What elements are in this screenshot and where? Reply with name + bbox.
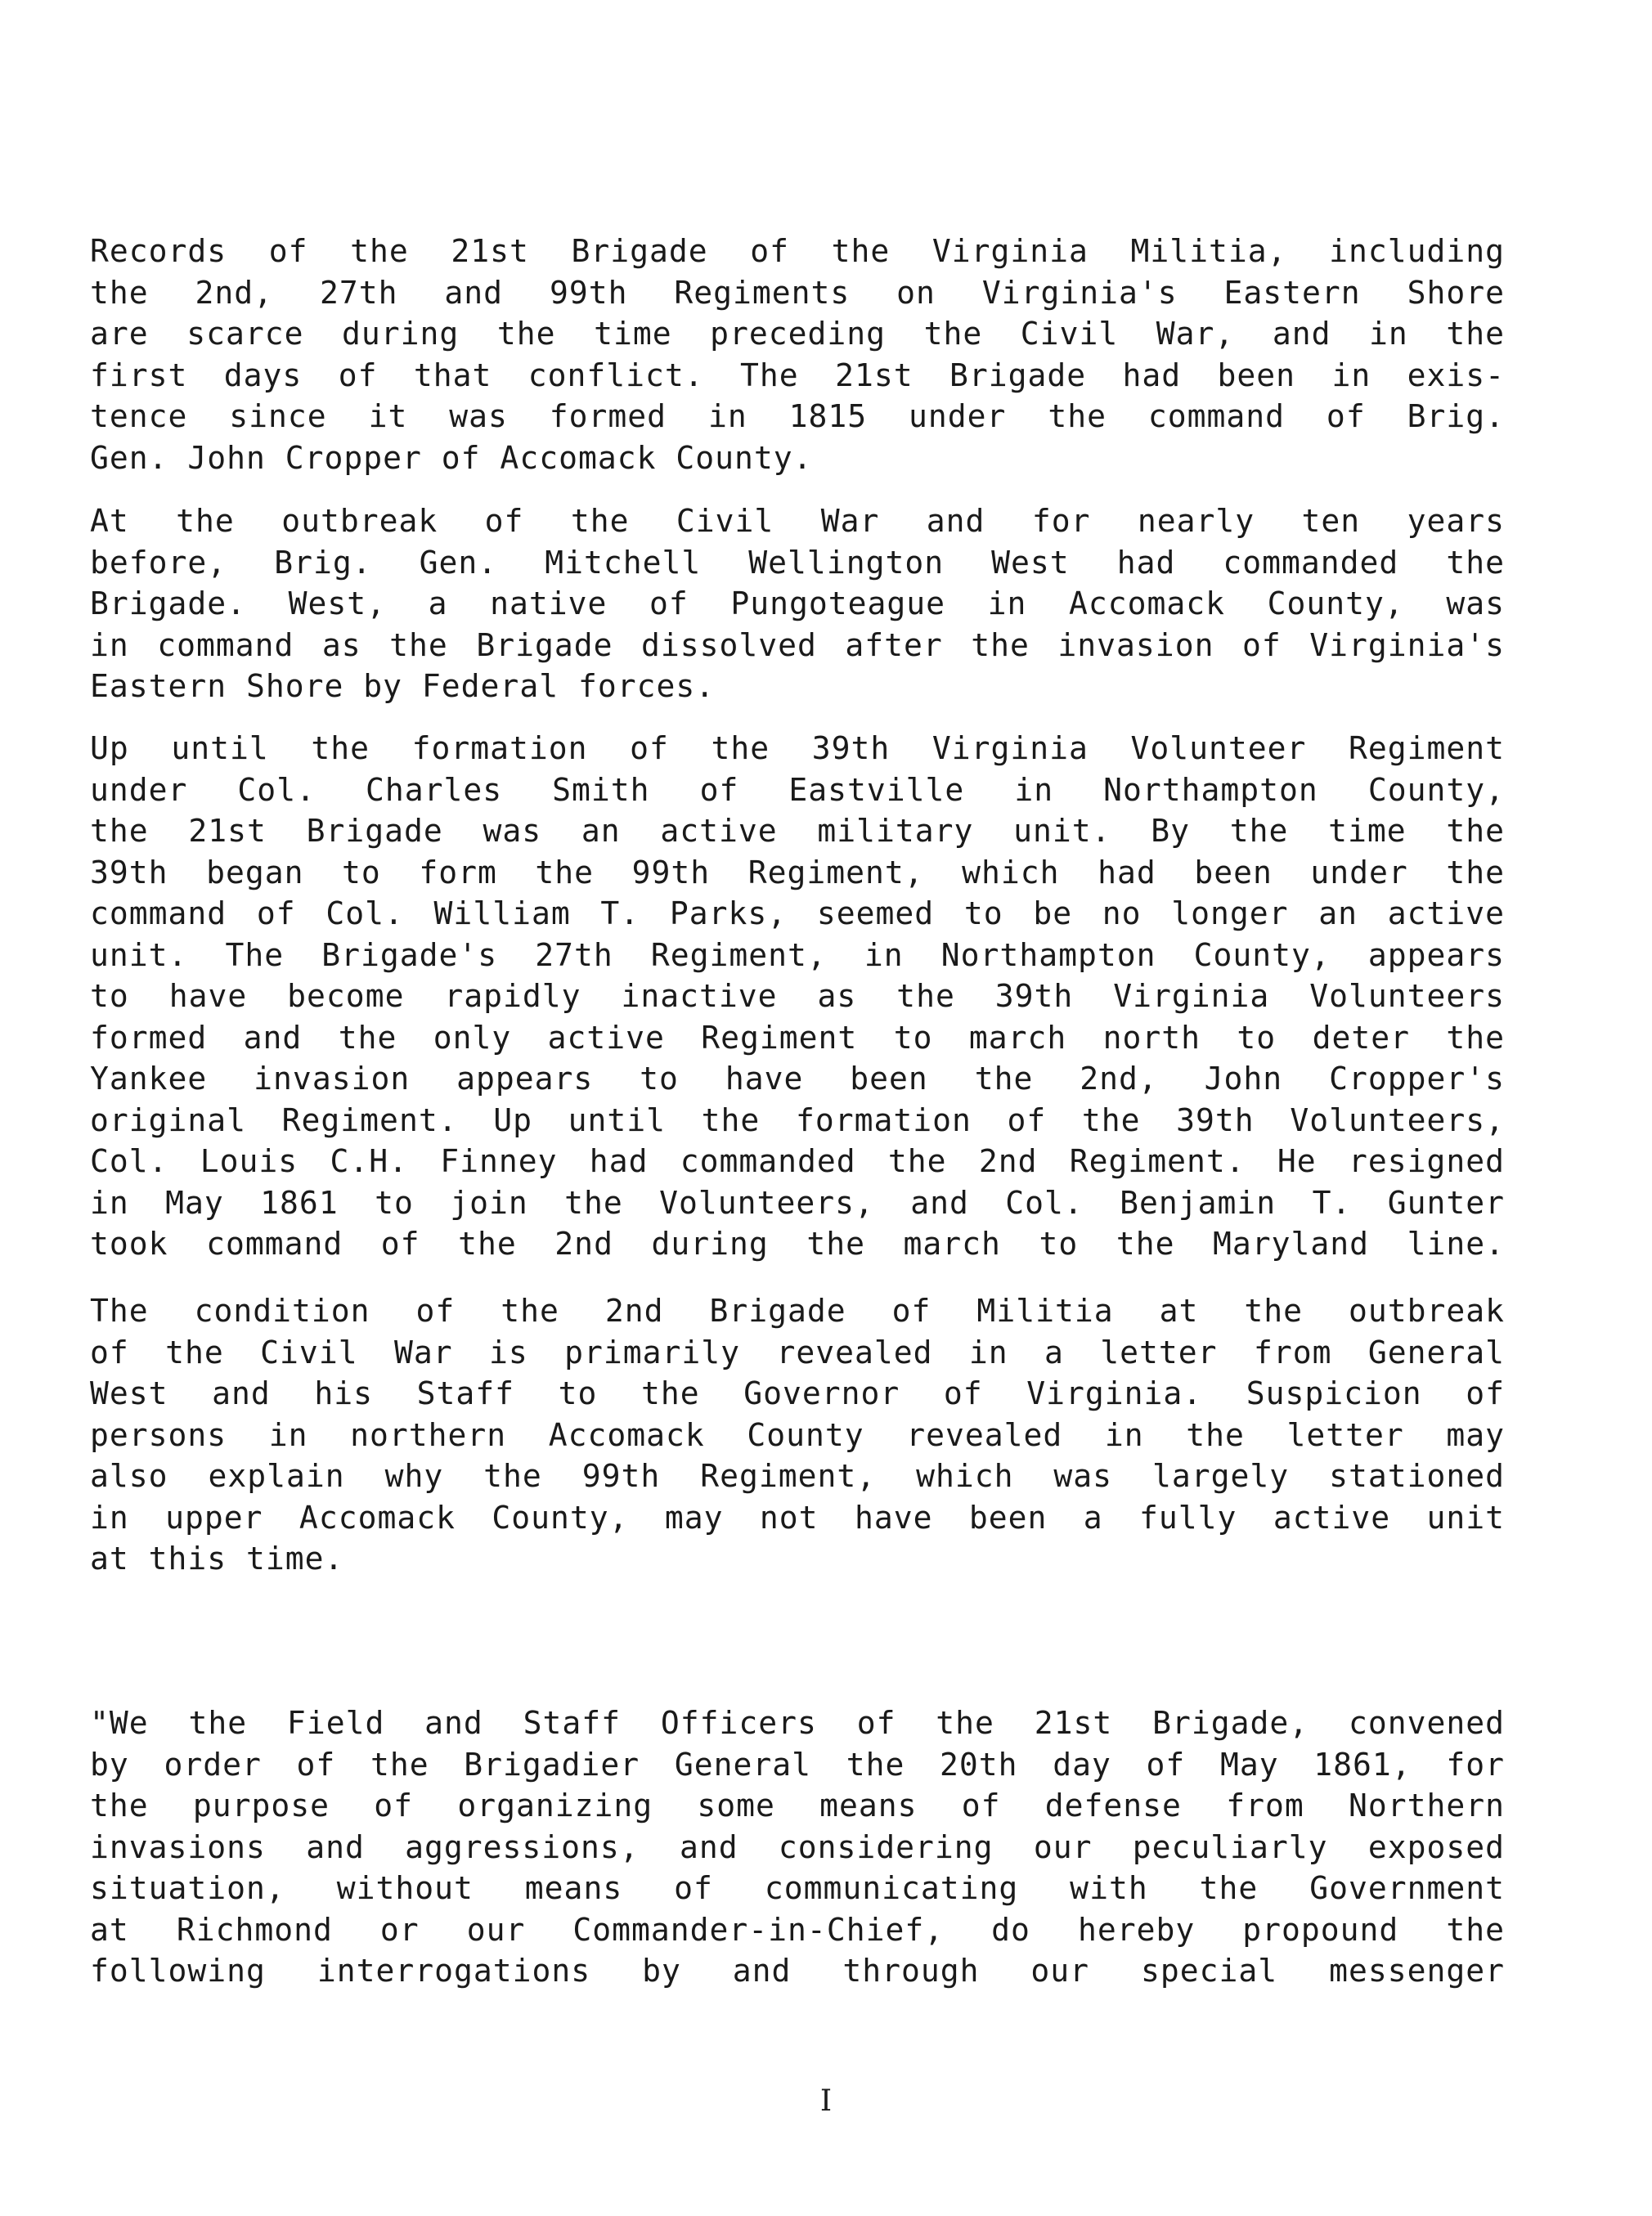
- text-line: following interrogations by and through our special messenger: [90, 1953, 1505, 1989]
- paragraph-militia-condition: [90, 1290, 1505, 1580]
- text-line: original Regiment. Up until the formation of the 39th Volunteers,: [90, 1101, 1505, 1138]
- text-line: the purpose of organizing some means of defense from Northern: [90, 1788, 1505, 1823]
- text-line: by order of the Brigadier General the 20th day of May 1861, for: [90, 1746, 1505, 1783]
- text-line: invasions and aggressions, and considering our peculiarly exposed: [90, 1828, 1505, 1865]
- text-line: the 2nd, 27th and 99th Regiments on Virginia's Eastern Shore: [90, 274, 1505, 311]
- text-line: Col. Louis C.H. Finney had commanded the 2nd Regiment. He resigned: [90, 1143, 1505, 1179]
- text-line: before, Brig. Gen. Mitchell Wellington West had commanded the: [90, 544, 1505, 581]
- text-line: Gen. John Cropper of Accomack County.: [90, 439, 813, 476]
- text-line: Records of the 21st Brigade of the Virginia Militia, including: [90, 233, 1505, 269]
- text-line: The condition of the 2nd Brigade of Militia at the outbreak: [90, 1293, 1505, 1329]
- text-line: under Col. Charles Smith of Eastville in Northampton County,: [90, 771, 1505, 808]
- text-line: at Richmond or our Commander-in-Chief, do hereby propound the: [90, 1911, 1505, 1948]
- text-line: Up until the formation of the 39th Virginia Volunteer Regiment: [90, 730, 1505, 766]
- page-number: I: [819, 2084, 833, 2118]
- text-line: first days of that conflict. The 21st Brigade had been in exis-: [90, 357, 1505, 393]
- text-line: unit. The Brigade's 27th Regiment, in Northampton County, appears: [90, 936, 1505, 973]
- text-line: in command as the Brigade dissolved after the invasion of Virginia's: [90, 626, 1505, 663]
- text-line: took command of the 2nd during the march to the Maryland line.: [90, 1226, 1505, 1262]
- text-line: to have become rapidly inactive as the 39th Virginia Volunteers: [90, 978, 1505, 1014]
- text-line: in upper Accomack County, may not have been a fully active unit: [90, 1499, 1505, 1536]
- paragraph-outbreak-command: [90, 500, 1505, 707]
- text-line: of the Civil War is primarily revealed in a letter from General: [90, 1334, 1505, 1370]
- text-line: West and his Staff to the Governor of Virginia. Suspicion of: [90, 1375, 1505, 1411]
- text-line: 39th began to form the 99th Regiment, which had been under the: [90, 854, 1505, 890]
- text-line: Yankee invasion appears to have been the 2nd, John Cropper's: [90, 1061, 1505, 1097]
- text-line: the 21st Brigade was an active military unit. By the time the: [90, 813, 1505, 849]
- text-line: "We the Field and Staff Officers of the 21st Brigade, convened: [90, 1705, 1505, 1741]
- paragraph-letter-quote: [90, 1702, 1505, 1992]
- text-line: situation, without means of communicating with the Government: [90, 1870, 1505, 1906]
- text-line: at this time.: [90, 1541, 344, 1577]
- text-line: formed and the only active Regiment to march north to deter the: [90, 1019, 1505, 1056]
- text-line: also explain why the 99th Regiment, which was largely stationed: [90, 1458, 1505, 1494]
- text-line: Eastern Shore by Federal forces.: [90, 668, 716, 704]
- text-line: are scarce during the time preceding the Civil War, and in the: [90, 316, 1505, 352]
- text-line: tence since it was formed in 1815 under the command of Brig.: [90, 398, 1505, 434]
- text-line: persons in northern Accomack County revealed in the letter may: [90, 1416, 1505, 1453]
- text-line: At the outbreak of the Civil War and for nearly ten years: [90, 503, 1505, 539]
- text-line: command of Col. William T. Parks, seemed to be no longer an active: [90, 895, 1505, 931]
- text-line: in May 1861 to join the Volunteers, and Col. Benjamin T. Gunter: [90, 1184, 1505, 1221]
- paragraph-39th-formation: [90, 728, 1505, 1265]
- paragraph-21st-brigade-records: [90, 231, 1505, 478]
- text-line: Brigade. West, a native of Pungoteague in Accomack County, was: [90, 585, 1505, 621]
